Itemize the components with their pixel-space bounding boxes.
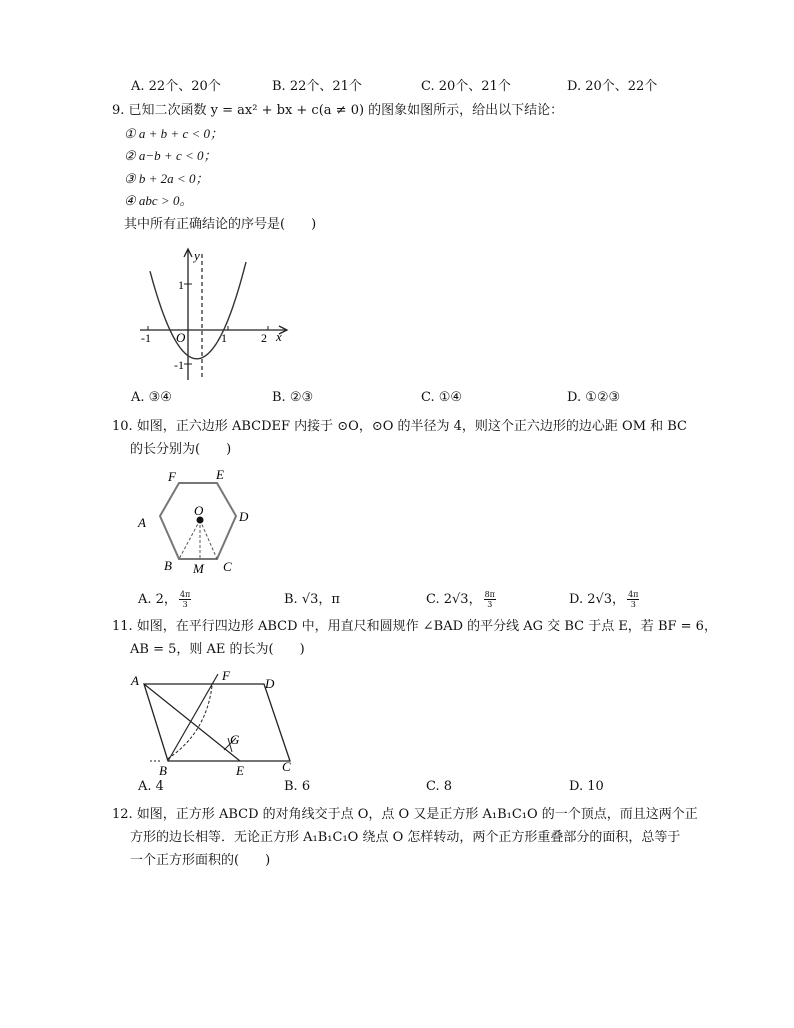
svg-text:F: F xyxy=(168,469,176,484)
svg-text:D: D xyxy=(265,676,275,691)
q10-option-d: D. 2√3， $\frac{4\pi}{3}$ xyxy=(569,590,639,609)
svg-text:A: A xyxy=(131,673,139,688)
q9-tick-y-1: 1 xyxy=(178,278,184,292)
q11-line-BF xyxy=(168,674,218,761)
q11-option-c: C. 8 xyxy=(426,779,453,794)
q12-line2: 方形的边长相等．无论正方形 A₁B₁C₁O 绕点 O 怎样转动，两个正方形重叠部分的面积，总等于 xyxy=(130,830,681,845)
q9-parabola-graph xyxy=(136,244,296,384)
q10-stem-line2: 的长分别为( ) xyxy=(130,442,232,457)
q10-option-a: A. 2， $\frac{4\pi}{3}$ xyxy=(138,590,191,609)
q10-hexagon-figure xyxy=(132,463,262,578)
svg-text:D: D xyxy=(239,509,249,524)
q9-y-label: y xyxy=(194,248,200,263)
q8-option-a: A. 22个、20个 xyxy=(131,79,221,94)
q9-conclusion-2: ② a−b + c < 0； xyxy=(124,148,217,163)
q10-option-b: B. √3，π xyxy=(284,592,340,607)
svg-text:C: C xyxy=(282,759,291,774)
svg-text:E: E xyxy=(236,763,244,778)
q8-option-d: D. 20个、22个 xyxy=(567,79,658,94)
q10-option-c: C. 2√3， $\frac{8\pi}{3}$ xyxy=(426,590,495,609)
q8-option-b: B. 22个、21个 xyxy=(272,79,362,94)
svg-text:B: B xyxy=(164,558,172,573)
q11-option-d: D. 10 xyxy=(569,779,604,794)
svg-text:O: O xyxy=(194,503,204,518)
q11-parallelogram xyxy=(144,684,290,761)
q11-bisector-AE xyxy=(144,684,240,761)
q8-option-c: C. 20个、21个 xyxy=(421,79,511,94)
q11-parallelogram-figure xyxy=(128,664,300,780)
q9-origin-label: O xyxy=(176,330,186,345)
q9-x-label: x xyxy=(276,329,282,344)
svg-text:M: M xyxy=(193,561,204,576)
q11-stem-line1: 11. 如图，在平行四边形 ABCD 中，用直尺和圆规作 ∠BAD 的平分线 AG 交 BC 于点 E，若 BF = 6， xyxy=(112,619,717,634)
q9-tick-y-neg1: -1 xyxy=(174,358,184,372)
q9-conclusion-1: ① a + b + c < 0； xyxy=(124,126,223,141)
q11-option-a: A. 4 xyxy=(138,779,164,794)
svg-text:E: E xyxy=(216,467,224,482)
q9-parabola-curve xyxy=(150,262,246,359)
q10-stem-line1: 10. 如图，正六边形 ABCDEF 内接于 ⊙O，⊙O 的半径为 4，则这个正六边形的边心距 OM 和 BC xyxy=(112,419,688,434)
q9-tick-x-1: 1 xyxy=(221,331,227,345)
q9-option-a: A. ③④ xyxy=(131,390,172,405)
q9-option-d: D. ①②③ xyxy=(567,390,621,405)
q11-stem-line2: AB = 5，则 AE 的长为( ) xyxy=(130,642,305,657)
q12-line1: 12. 如图，正方形 ABCD 的对角线交于点 O，点 O 又是正方形 A₁B₁C₁O 的一个顶点，而且这两个正 xyxy=(112,807,698,822)
q9-option-b: B. ②③ xyxy=(272,390,314,405)
q9-option-c: C. ①④ xyxy=(421,390,463,405)
svg-text:A: A xyxy=(138,515,146,530)
q9-conclusion-4: ④ abc > 0。 xyxy=(124,193,193,208)
q12-line3: 一个正方形面积的( ) xyxy=(130,853,271,868)
svg-text:C: C xyxy=(223,559,232,574)
svg-text:F: F xyxy=(222,668,230,683)
svg-text:B: B xyxy=(159,763,167,778)
svg-text:G: G xyxy=(230,732,240,747)
q9-tick-x-neg1: -1 xyxy=(141,331,151,345)
q9-question: 其中所有正确结论的序号是( ) xyxy=(124,217,317,232)
q9-conclusion-3: ③ b + 2a < 0； xyxy=(124,171,209,186)
q11-option-b: B. 6 xyxy=(284,779,311,794)
q9-tick-x-2: 2 xyxy=(261,331,267,345)
q9-stem: 9. 已知二次函数 y = ax² + bx + c(a ≠ 0) 的图象如图所示，给出以下结论： xyxy=(112,103,564,118)
